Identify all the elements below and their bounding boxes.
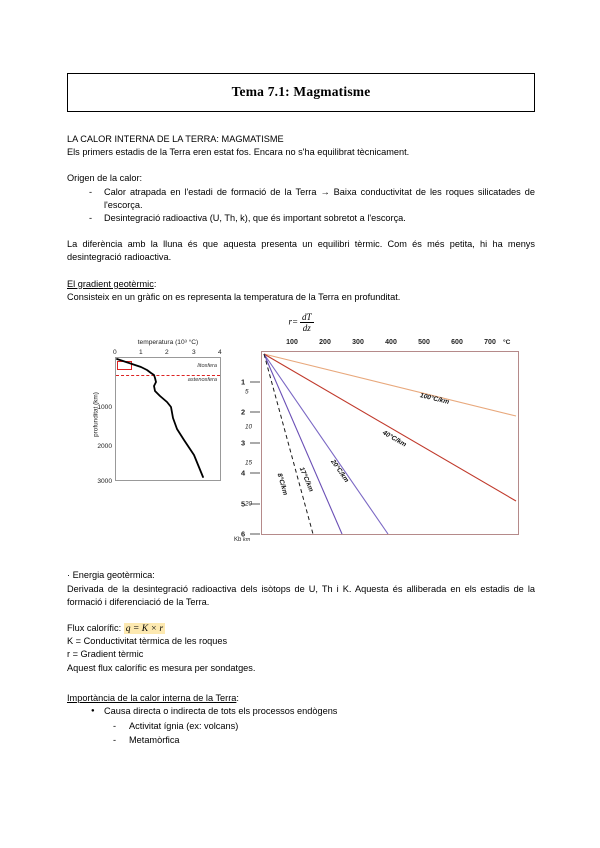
chart-right-corner-km: km — [243, 537, 251, 544]
chart-right-ymajor-tickmark-4 — [250, 473, 260, 474]
chart-left-geotherm-curve — [116, 358, 220, 480]
document-title-box — [67, 73, 535, 112]
chart-right-yminor-5: 5 — [245, 388, 249, 396]
flux-measurement-note: Aquest flux calorífic es mesura per sondatges. — [67, 662, 256, 673]
flux-formula: q = K × r — [125, 623, 164, 635]
chart-right-plot-area — [261, 351, 519, 535]
chart-right-ymajor-5: 5 — [241, 499, 246, 509]
formula-equals: = — [291, 317, 299, 328]
chart-right-yminor-20: 20 — [245, 500, 253, 508]
section-heading-magmatisme: LA CALOR INTERNA DE LA TERRA: MAGMATISME — [67, 134, 284, 144]
chart-left-xtick-4: 4 — [218, 348, 222, 356]
chart-right-x-unit: °C — [503, 339, 511, 347]
chart-left-ytick-1000: 1000 — [97, 404, 112, 412]
gradient-formula — [67, 312, 535, 333]
chart-left-xtick-1: 1 — [139, 348, 143, 356]
chart-right-label-20: 20°C/km — [329, 458, 350, 485]
chart-right-xtick-600: 600 — [451, 339, 463, 347]
flux-formula-line — [67, 622, 535, 635]
chart-left-xtick-0: 0 — [113, 348, 117, 356]
chart-geothermal-gradients — [234, 337, 537, 565]
line-20-c-per-km — [264, 354, 388, 534]
origin-list — [67, 186, 535, 226]
chart-right-xtick-300: 300 — [352, 339, 364, 347]
chart-right-ymajor-tickmark-1 — [250, 382, 260, 383]
flux-definition-k: K = Conductivitat tèrmica de les roques — [67, 636, 228, 647]
chart-left-xtick-2: 2 — [165, 348, 169, 356]
chart-right-corner-kb: Kb — [234, 537, 242, 544]
chart-right-ymajor-tickmark-2 — [250, 412, 260, 413]
chart-right-ymajor-6: 6 — [241, 529, 246, 539]
line-8-c-per-km — [264, 354, 313, 534]
chart-left-annotation-astenosfera: astenosfera — [187, 377, 217, 384]
importance-heading-line — [67, 692, 535, 705]
chart-right-label-8: 8°C/km — [275, 473, 289, 497]
chart-left-xtick-3: 3 — [192, 348, 196, 356]
list-item: - Activitat ígnia (ex: volcans) — [67, 719, 535, 733]
page-title: Tema 7.1: Magmatisme — [231, 84, 371, 99]
list-item: ● Causa directa o indirecta de tots els processos endògens — [67, 705, 535, 718]
line-17-c-per-km — [264, 354, 342, 534]
flux-label: Flux calorífic: — [67, 623, 122, 634]
chart-right-yminor-10: 10 — [245, 423, 253, 431]
energy-text: Derivada de la desintegració radioactiva dels isòtops de U, Th i K. Aquesta és alliberada en els estadis de la formació i diferenciació de la Terra. — [67, 583, 535, 607]
chart-right-xtick-500: 500 — [418, 339, 430, 347]
intro-paragraph: Els primers estadis de la Terra eren estat fos. Encara no s'ha equilibrat tècnicament. — [67, 147, 410, 158]
line-100-c-per-km — [264, 354, 516, 416]
chart-left-ytick-2000: 2000 — [97, 443, 112, 451]
formula-fraction — [300, 312, 314, 333]
chart-left-x-title: temperatura (10³ °C) — [137, 339, 199, 347]
chart-right-xtick-400: 400 — [385, 339, 397, 347]
moon-paragraph: La diferència amb la lluna és que aquesta presenta un equilibri tèrmic. Com és més petita, hi ha menys desintegració radioactiva. — [67, 239, 535, 263]
chart-left-plot-area — [115, 357, 221, 481]
gradient-heading-colon: : — [153, 278, 157, 289]
importance-sub-list — [67, 719, 535, 747]
chart-right-ymajor-tickmark-6 — [250, 534, 260, 535]
formula-lhs: r — [288, 317, 292, 328]
chart-right-xtick-100: 100 — [286, 339, 298, 347]
chart-right-gradient-lines — [262, 352, 518, 534]
chart-right-label-100: 100°C/km — [419, 392, 450, 407]
formula-numerator: dT — [302, 312, 312, 323]
chart-right-xtick-200: 200 — [319, 339, 331, 347]
chart-geotherm-depth-profile — [88, 339, 234, 497]
chart-right-ymajor-2: 2 — [241, 407, 246, 417]
flux-definition-r: r = Gradient tèrmic — [67, 649, 144, 660]
chart-left-y-title: profunditat (km) — [92, 392, 100, 438]
document-content — [67, 73, 535, 747]
chart-right-ymajor-4: 4 — [241, 468, 246, 478]
chart-right-ymajor-tickmark-3 — [250, 443, 260, 444]
chart-right-yminor-15: 15 — [245, 459, 253, 467]
energy-heading: · Energia geotèrmica: — [67, 570, 155, 581]
formula-denominator: dz — [302, 323, 311, 334]
chart-right-corner-label — [234, 537, 250, 543]
chart-right-ymajor-3: 3 — [241, 438, 246, 448]
importance-list — [67, 705, 535, 718]
list-item: - Metamòrfica — [67, 733, 535, 747]
figures-row — [67, 337, 535, 569]
chart-left-annotation-litosfera: litosfera — [197, 363, 217, 370]
formula-expression — [288, 312, 313, 333]
list-item: - Desintegració radioactiva (U, Th, k), que és important sobretot a l'escorça. — [67, 212, 535, 225]
chart-right-ymajor-1: 1 — [241, 377, 246, 387]
origin-heading: Origen de la calor: — [67, 173, 143, 184]
gradient-heading-line — [67, 278, 535, 291]
chart-right-label-17: 17°C/km — [297, 466, 315, 494]
chart-right-label-40: 40°C/km — [381, 429, 408, 450]
importance-heading: Importància de la calor interna de la Terra — [67, 692, 237, 703]
list-item: - Calor atrapada en l'estadi de formació de la Terra → Baixa conductivitat de les roques silicatades de l'escorça. — [67, 186, 535, 212]
importance-heading-colon: : — [236, 692, 239, 703]
gradient-text: Consisteix en un gràfic on es representa la temperatura de la Terra en profunditat. — [67, 291, 401, 302]
chart-left-ytick-3000: 3000 — [97, 478, 112, 486]
chart-right-xtick-700: 700 — [484, 339, 496, 347]
gradient-heading: El gradient geotèrmic — [67, 278, 154, 289]
